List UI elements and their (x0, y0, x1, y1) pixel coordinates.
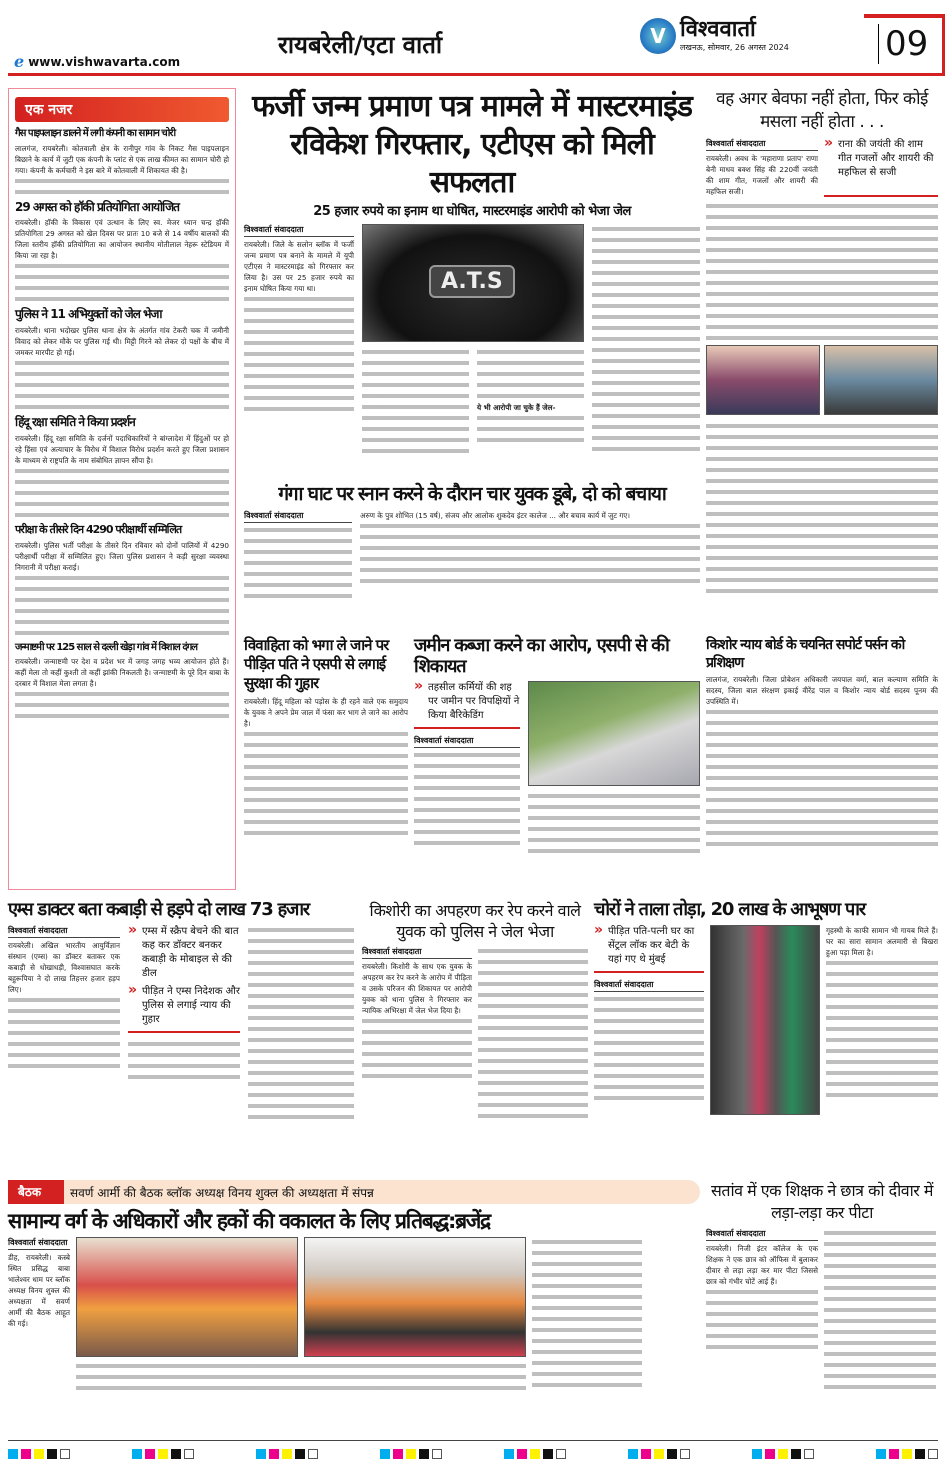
byline: विश्ववार्ता संवाददाता (414, 735, 520, 748)
browser-icon: e (14, 52, 25, 71)
chor-body: गृहस्थी के काफी सामान भी गायब मिले हैं। घर का सारा सामान अलमारी से बिखरा हुआ पड़ा मिला है। (826, 925, 938, 957)
ek-nazar-column (8, 88, 236, 890)
lead-body: रायबरेली। जिले के सलोन ब्लॉक में फर्जी जन्म प्रमाण पत्र बनाने के मामले में यूपी एटीएस ने मास्टरमाइंड को गिरफ्तार कर लिया है। उस पर 25 हजार रुपये का इनाम घोषित किया गया था। (244, 240, 354, 293)
aiims-body: रायबरेली। अखिल भारतीय आयुर्विज्ञान संस्थान (एम्स) का डॉक्टर बताकर एक कबाड़ी से धोखाधड़ी, विश्वासघात करके बहुरूपिया ने दो लाख तिहत्तर हजार हड़प लिए। (8, 940, 120, 994)
kishor-story (706, 636, 938, 890)
aiims-story (8, 900, 354, 1172)
poetry-body: रायबरेली। अवध के 'महाराणा प्रताप' राणा बेनी माधव बक्श सिंह की 220वीं जयंती की शाम गीत, गजलों और शायरी की महफिल सजी। (706, 154, 818, 196)
poetry-photo (824, 345, 938, 415)
aiims-headline: एम्स डाक्टर बता कबाड़ी से हड़पे दो लाख 73 हजार (8, 899, 309, 920)
sub-note: ये भी आरोपी जा चुके हैं जेल- (477, 403, 556, 412)
byline: विश्ववार्ता संवाददाता (8, 1237, 70, 1250)
color-registration-mark (132, 1449, 194, 1459)
byline: विश्ववार्ता संवाददाता (244, 510, 352, 523)
brief-item: 29 अगस्त को हॉकी प्रतियोगिता आयोजित रायबरेली। हॉकी के विकास एवं उत्थान के लिए स्व. मेजर ध्यान चन्द्र हॉकी प्रतियोगिता 29 अगस्त को खेल दिवस पर प्रातः 10 बजे से 14 वर्षीय बालकों की जिला स्तरीय हॉकी प्रतियोगिता का आयोजन स्थानीय मोतीलाल नेहरू स्टेडियम में किया जा रहा है। (15, 201, 229, 306)
baithak-label: बैठक (8, 1180, 64, 1204)
jameen-photo (528, 681, 700, 786)
aiims-kicker-2: » पीड़ित ने एम्स निदेशक और पुलिस से लगाई न्याय की गुहार (128, 985, 240, 1033)
ganga-story (244, 484, 700, 630)
vivahita-body: रायबरेली। हिंदू महिला को पड़ोस के ही रहने वाले एक समुदाय के युवक ने अपने प्रेम जाल में फंसा कर भाग ले जाने का आरोप है। (244, 697, 408, 728)
baithak-body: डीह, रायबरेली। कस्बे स्थित प्रसिद्ध बाबा भालेश्वर धाम पर ब्लॉक अध्यक्ष विनय शुक्ल की अध्यक्षता में सवर्ण आर्मी की बैठक आहूत की गई। (8, 1253, 70, 1329)
ats-patch: A.T.S (429, 265, 515, 298)
page-number: 09 (878, 24, 928, 64)
baithak-strap: सवर्ण आर्मी की बैठक ब्लॉक अध्यक्ष विनय शुक्ल की अध्यक्षता में संपन्न (70, 1185, 374, 1200)
baithak-band (8, 1180, 700, 1204)
byline: विश्ववार्ता संवाददाता (362, 946, 472, 959)
masthead (8, 0, 945, 76)
chor-story (594, 900, 938, 1172)
page-number-box (864, 14, 945, 74)
byline: विश्ववार्ता संवाददाता (8, 925, 120, 938)
lead-headline: फर्जी जन्म प्रमाण पत्र मामले में मास्टरमाइंड रविकेश गिरफ्तार, एटीएस को मिली सफलता (252, 89, 692, 200)
color-registration-mark (752, 1449, 814, 1459)
ganga-headline: गंगा घाट पर स्नान करने के दौरान चार युवक डूबे, दो को बचाया (278, 483, 666, 505)
kishor-headline: किशोर न्याय बोर्ड के चयनित सपोर्ट पर्सन को प्रशिक्षण (706, 637, 905, 671)
color-registration-mark (876, 1449, 938, 1459)
ek-nazar-label: एक नजर (15, 97, 229, 122)
kishori-body: रायबरेली। किशोरी के साथ एक युवक के अपहरण कर रेप करने के आरोप में पीड़िता व उसके परिजन की शिकायत पर आरोपी युवक को थाना पुलिस ने गिरफ्तार कर न्यायिक अभिरक्षा में जेल भेज दिया है। (362, 962, 472, 1015)
brand-logo (640, 18, 789, 54)
color-registration-mark (380, 1449, 442, 1459)
aiims-kicker-1: » एम्स में स्क्रैप बेचने की बात कह कर डॉक्टर बनकर कबाड़ी के मोबाइल से की डील (128, 925, 240, 981)
brief-item: हिंदू रक्षा समिति ने किया प्रदर्शन रायबरेली। हिंदू रक्षा समिति के दर्जनों पदाधिकारियों ने बांग्लादेश में हिंदुओं पर हो रहे हिंसा एवं अत्याचार के विरोध में विशाल विरोध प्रदर्शन करते हुए जिला प्रशासन के माध्यम से राष्ट्रपति के नाम संबोधित ज्ञापन सौंपा है। (15, 416, 229, 521)
logo-globe-icon: V (640, 18, 676, 54)
vivahita-story (244, 636, 408, 890)
meeting-photo (304, 1237, 526, 1357)
color-registration-mark (504, 1449, 566, 1459)
section-title: रायबरेली/एटा वार्ता (278, 31, 443, 59)
brief-item: परीक्षा के तीसरे दिन 4290 परीक्षार्थी सम्मिलित रायबरेली। पुलिस भर्ती परीक्षा के तीसरे दिन रविवार को दोनों पालियों में 4290 परीक्षार्थी परीक्षा में सम्मिलित हुए। जिला पुलिस प्रशासन ने कड़ी सुरक्षा व्यवस्था निगरानी में परीक्षा कराई। (15, 524, 229, 639)
baithak-story (8, 1180, 700, 1436)
color-registration-mark (628, 1449, 690, 1459)
lead-story (244, 88, 700, 480)
satav-headline: सतांव में एक शिक्षक ने छात्र को दीवार में लड़ा-लड़ा कर पीटा (711, 1181, 933, 1222)
brief-item: गैस पाइपलाइन डालने में लगी कंपनी का सामान चोरी लालगंज, रायबरेली। कोतवाली क्षेत्र के रानीपुर गांव के निकट गैस पाइपलाइन बिछाने के कार्य में जुटी एक कंपनी के प्लांट से एक लाख कीमत का सामान चोरी हो गया। कंपनी के कर्मचारी ने इस बारे में कोतवाली में शिकायत की है। (15, 128, 229, 198)
chor-kicker: » पीड़ित पति-पत्नी घर का सेंट्रल लॉक कर बेटी के यहां गए थे मुंबई (594, 925, 704, 973)
registration-strip (8, 1440, 938, 1459)
website[interactable]: e www.vishwavarta.com (14, 52, 181, 71)
color-registration-mark (256, 1449, 318, 1459)
brand-name: विश्ववार्ता (680, 17, 756, 42)
kishor-body: लालगंज, रायबरेली। जिला प्रोबेशन अधिकारी जयपाल वर्मा, बाल कल्याण समिति के सदस्य, जिला बाल संरक्षण इकाई वीरेंद्र पाल व किशोर न्याय बोर्ड सदस्य पूनम की उपस्थिति में। (706, 675, 938, 706)
jameen-story (414, 636, 700, 890)
ats-photo (362, 224, 584, 342)
brief-item: पुलिस ने 11 अभियुक्तों को जेल भेजा रायबरेली। थाना भदोखर पुलिस थाना क्षेत्र के अंतर्गत गांव टेकरी चक में जमीनी विवाद को लेकर मौके पर पुलिस गई थी। मिट्टी गिरने को लेकर दो पक्षों के बीच में जमकर मारपीट हो गई। (15, 308, 229, 413)
kishori-headline: किशोरी का अपहरण कर रेप करने वाले युवक को पुलिस ने जेल भेजा (369, 901, 581, 941)
kishori-story (362, 900, 588, 1172)
poetry-headline: वह अगर बेवफा नहीं होता, फिर कोई मसला नहीं होता . . . (716, 89, 928, 132)
baithak-headline: सामान्य वर्ग के अधिकारों और हकों की वकालत के लिए प्रतिबद्ध:ब्रजेंद्र (8, 1209, 490, 1233)
chor-headline: चोरों ने ताला तोड़ा, 20 लाख के आभूषण पार (594, 899, 865, 920)
satav-body: रायबरेली। निजी इंटर कॉलेज के एक शिक्षक ने एक छात्र को ऑफिस में बुलाकर दीवार से लड़ा लड़ा कर मार पीटा जिससे छात्र को गंभीर चोटें आई हैं। (706, 1244, 818, 1286)
ganga-body: अरुण के पुत्र शोभित (15 वर्ष), संजय और आलोक शुकदेव इंटर कालेज ... और बचाव कार्य में जुट गए। (360, 510, 631, 520)
almirah-photo (710, 925, 820, 1115)
byline: विश्ववार्ता संवाददाता (594, 979, 704, 992)
byline: विश्ववार्ता संवाददाता (706, 138, 818, 151)
byline: विश्ववार्ता संवाददाता (706, 1228, 818, 1241)
meeting-photo (76, 1237, 298, 1357)
poetry-photo (706, 345, 820, 415)
color-registration-mark (8, 1449, 70, 1459)
poetry-story (706, 88, 938, 628)
vivahita-headline: विवाहिता को भगा ले जाने पर पीड़ित पति ने एसपी से लगाई सुरक्षा की गुहार (244, 636, 389, 692)
lead-subhead: 25 हजार रुपये का इनाम था घोषित, मास्टरमाइंड आरोपी को भेजा जेल (313, 204, 631, 219)
brief-item: जन्माष्टमी पर 125 साल से दल्ली खेड़ा गांव में विशाल दंगल रायबरेली। जन्माष्टमी पर देश व प्रदेश भर में जगह जगह भव्य आयोजन होते हैं। कहीं मेला तो कहीं कुश्ती तो कहीं झांकी निकलती है। जन्माष्टमी के पूरे दिन बाबा के दरबार में विशाल मेला लगता है। (15, 642, 229, 723)
jameen-headline: जमीन कब्जा करने का आरोप, एसपी से की शिकायत (414, 635, 669, 677)
dateline: लखनऊ, सोमवार, 26 अगस्त 2024 (680, 43, 789, 52)
byline: विश्ववार्ता संवाददाता (244, 224, 354, 237)
satav-story (706, 1180, 938, 1436)
jameen-kicker: » तहसील कर्मियों की शह पर जमीन पर विपक्षियों ने किया बैरिकेडिंग (414, 681, 520, 729)
poetry-kicker: » राना की जयंती की शाम गीत गजलों और शायरी की महफिल से सजी (824, 138, 938, 197)
